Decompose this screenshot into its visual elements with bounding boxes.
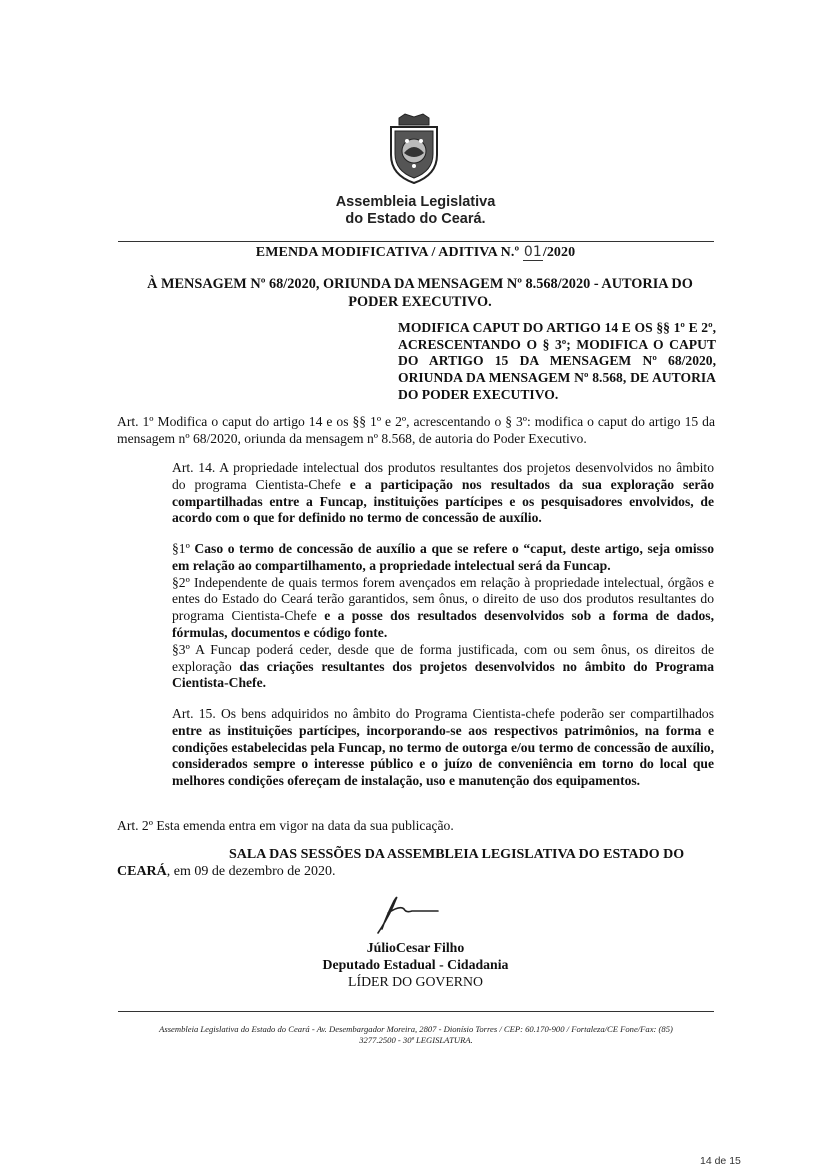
amendment-number: 01	[523, 244, 542, 260]
p2-bold: e a posse dos resultados desenvolvidos sob a forma de dados, fórmulas, documentos e código fonte.	[172, 608, 714, 640]
p1-normal: §1º	[172, 541, 190, 556]
session-date: , em 09 de dezembro de 2020.	[166, 864, 336, 879]
signer-role: Deputado Estadual - Cidadania	[322, 957, 509, 972]
title-suffix: /2020	[542, 245, 576, 260]
header-divider	[118, 241, 714, 242]
paragraph-2	[172, 575, 714, 642]
paragraph-3	[172, 642, 714, 692]
art15-text-normal: Art. 15. Os bens adquiridos no âmbito do Programa Cientista-chefe poderão ser compartilhados	[172, 706, 714, 721]
amendment-title	[0, 244, 831, 261]
art15-text-bold: entre as instituições partícipes, incorporando-se aos respectivos patrimônios, na forma e condições estabelecidas pela Funcap, no termo de outorga e/ou termo de concessão de auxílio, considerados sempre o interesse público e o juízo de conveniência em torno do local que melhores condições ofereçam de instalação, uso e manutenção dos equipamentos.	[172, 722, 714, 789]
message-reference: À MENSAGEM Nº 68/2020, ORIUNDA DA MENSAGEM Nº 8.568/2020 - AUTORIA DO PODER EXECUTIVO.	[147, 276, 693, 310]
art14-text-normal: Art. 14. A propriedade intelectual dos produtos resultantes dos projetos desenvolvidos no âmbito do programa Cientista-Chefe	[172, 460, 714, 492]
amendment-summary: MODIFICA CAPUT DO ARTIGO 14 E OS §§ 1º E 2º, ACRESCENTANDO O § 3º; MODIFICA O CAPUT DO ARTIGO 15 DA MENSAGEM Nº 68/2020, ORIUNDA DA MENSAGEM Nº 8.568, DE AUTORIA DO PODER EXECUTIVO.	[398, 320, 716, 402]
institution-name	[0, 194, 831, 228]
p3-bold: das criações resultantes dos projetos desenvolvidos no âmbito do Programa Cientista-Chefe.	[172, 658, 714, 691]
footer-line-2: 3277.2500 - 30ª LEGISLATURA.	[359, 1035, 473, 1045]
signer-position: LÍDER DO GOVERNO	[348, 974, 483, 989]
article-14-paragraphs	[172, 541, 714, 692]
institution-line-1: Assembleia Legislativa	[335, 194, 496, 210]
session-hall: SALA DAS SESSÕES DA ASSEMBLEIA LEGISLATIVA DO ESTADO DO CEARÁ	[117, 847, 685, 879]
signature-icon	[360, 893, 450, 935]
p1-bold: Caso o termo de concessão de auxílio a que se refere o “caput, deste artigo, seja omisso em relação ao compartilhamento, a propriedade intelectual será da Funcap.	[172, 541, 714, 573]
signer-name: JúlioCesar Filho	[366, 940, 465, 955]
session-closing	[117, 846, 715, 880]
state-coat-of-arms-icon	[385, 113, 443, 185]
footer-address	[110, 1024, 722, 1046]
footer-divider	[118, 1011, 714, 1012]
paragraph-1	[172, 541, 714, 575]
article-2: Art. 2º Esta emenda entra em vigor na data da sua publicação.	[117, 818, 454, 833]
institution-line-2: do Estado do Ceará.	[345, 211, 486, 227]
p3-normal: §3º A Funcap poderá ceder, desde que de forma justificada, com ou sem ônus, os direitos de exploração	[172, 641, 714, 674]
signer-block	[0, 939, 831, 990]
art14-text-bold: e a participação nos resultados da sua exploração serão compartilhadas entre a Funcap, instituições partícipes e os pesquisadores envolvidos, de acordo com o que for definido no termo de concessão de auxílio.	[172, 476, 714, 526]
article-1: Art. 1º Modifica o caput do artigo 14 e os §§ 1º e 2º, acrescentando o § 3º: modifica o caput do artigo 15 da mensagem nº 68/2020, oriunda da mensagem nº 8.568, de autoria do Poder Executivo.	[117, 414, 715, 446]
p2-normal: §2º Independente de quais termos forem avençados em relação à propriedade intelectual, órgãos e entes do Estado do Ceará terão garantidos, sem ônus, o direito de uso dos produtos resultantes do programa Cientista-Chefe	[172, 574, 714, 624]
title-prefix: EMENDA MODIFICATIVA / ADITIVA N.º	[255, 245, 520, 260]
footer-line-1: Assembleia Legislativa do Estado do Ceará - Av. Desembargador Moreira, 2807 - Dionísio Torres / CEP: 60.170-900 / Fortaleza/CE Fone/Fax: (85)	[159, 1024, 673, 1034]
article-15-text	[172, 706, 714, 790]
page-number: 14 de 15	[700, 1155, 741, 1167]
article-14-text	[172, 460, 714, 527]
